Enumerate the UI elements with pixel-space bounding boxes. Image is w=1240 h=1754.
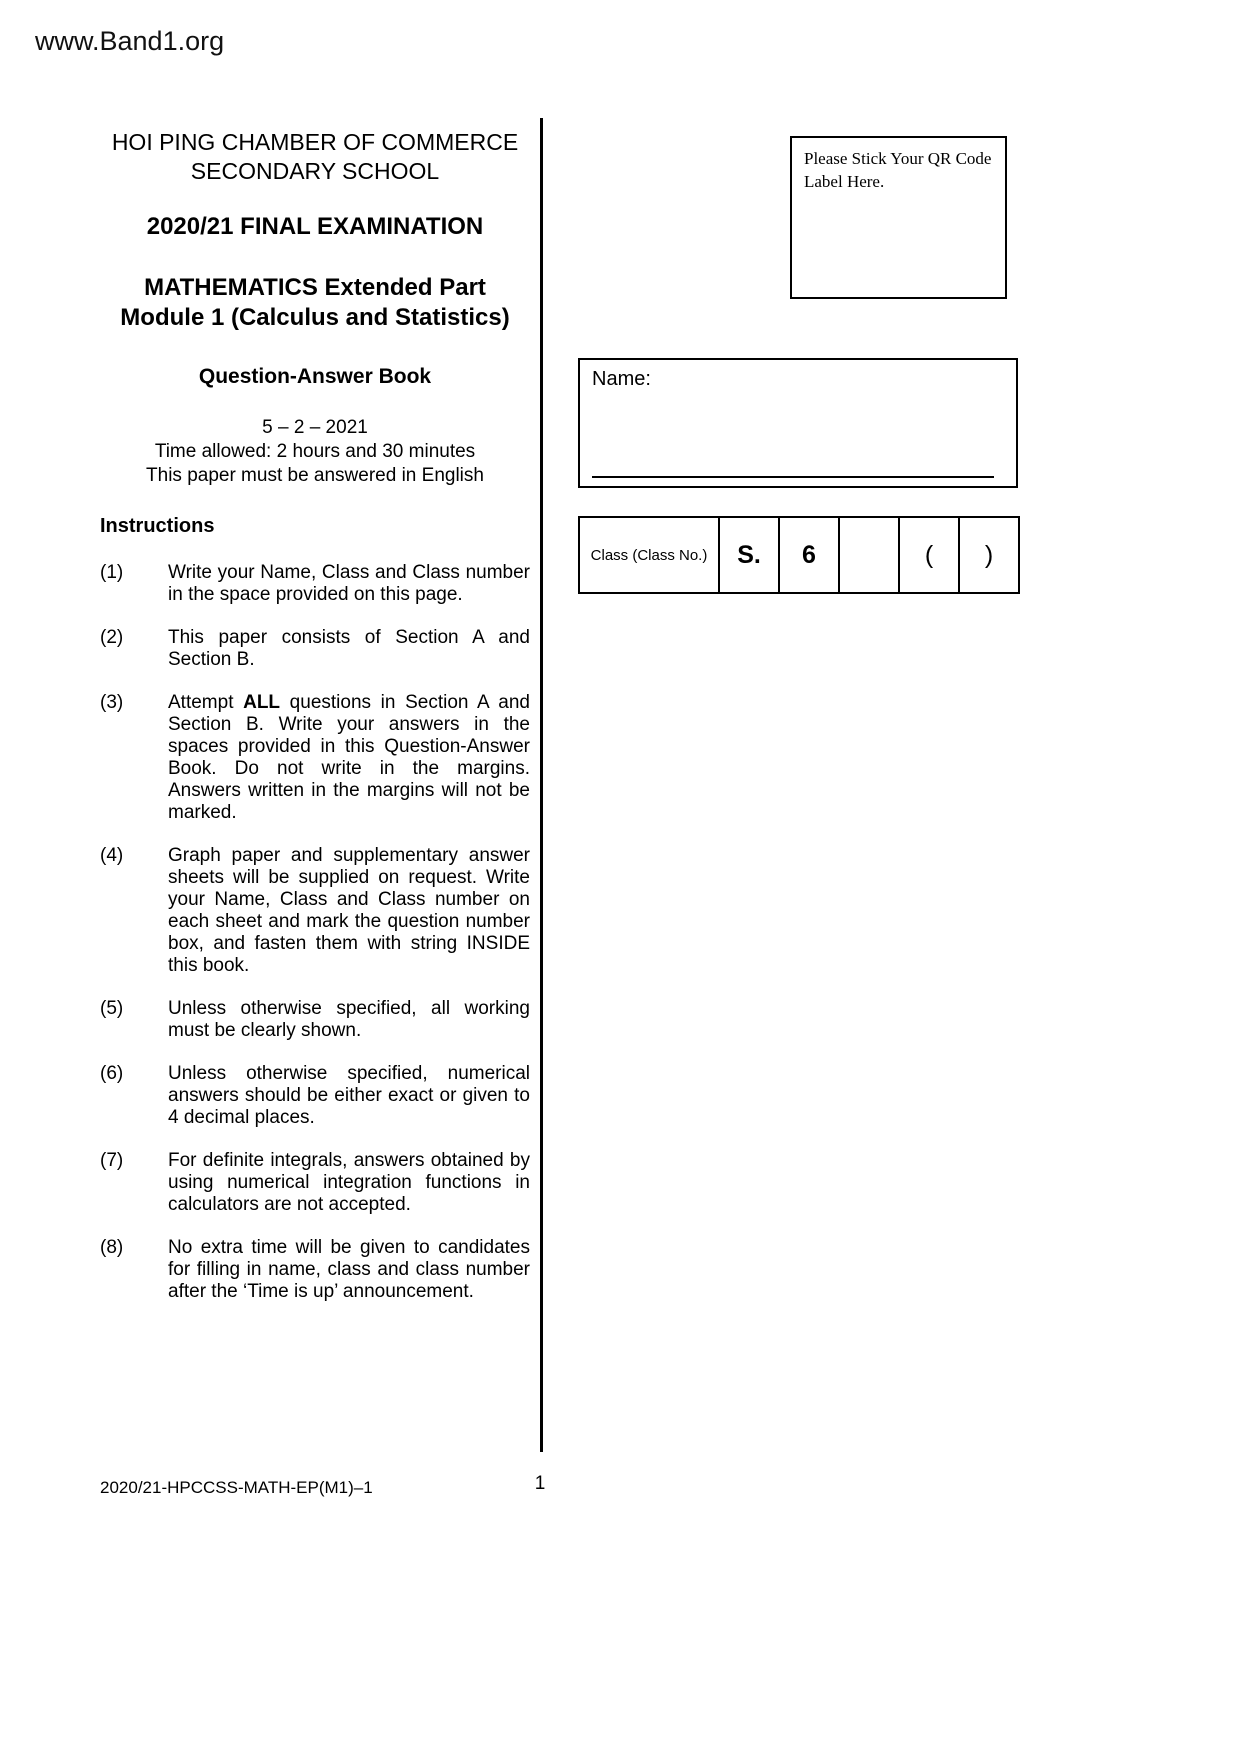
instruction-number: (5) xyxy=(100,997,124,1019)
date-block xyxy=(100,417,530,487)
instructions-heading: Instructions xyxy=(100,514,215,537)
qr-code-label-text: Please Stick Your QR Code Label Here. xyxy=(804,149,992,191)
class-cell-grade: 6 xyxy=(780,518,840,592)
instruction-text xyxy=(168,692,530,824)
name-underline xyxy=(592,476,994,478)
school-name-line1: HOI PING CHAMBER OF COMMERCE xyxy=(111,129,519,155)
book-title: Question-Answer Book xyxy=(198,364,432,388)
subject-line2: Module 1 (Calculus and Statistics) xyxy=(120,303,510,331)
class-cell-open-paren: ( xyxy=(900,518,960,592)
instruction-text: No extra time will be given to candidates for filling in name, class and class number after the ‘Time is up’ announcement. xyxy=(168,1236,530,1302)
instruction-number: (4) xyxy=(100,844,124,866)
instruction-number: (8) xyxy=(100,1236,124,1258)
class-cell-s: S. xyxy=(720,518,780,592)
instruction-text: Unless otherwise specified, numerical answers should be either exact or given to 4 decimal places. xyxy=(168,1062,530,1128)
class-cell-close-paren: ) xyxy=(984,540,994,569)
instruction-item xyxy=(100,562,530,606)
name-label: Name: xyxy=(592,368,651,390)
instruction-item xyxy=(100,998,530,1042)
school-name xyxy=(100,128,530,187)
subject-title xyxy=(100,273,530,333)
instruction-item xyxy=(100,627,530,671)
instruction-text-post: questions in Section A and Section B. Write your answers in the spaces provided in this Question-Answer Book. Do not write in the margins. Answers written in the margins will not be marked. xyxy=(168,691,530,823)
left-column xyxy=(100,128,530,1324)
name-box xyxy=(578,358,1018,488)
instruction-number: (2) xyxy=(100,626,124,648)
school-name-line2: SECONDARY SCHOOL xyxy=(190,158,440,185)
time-allowed: Time allowed: 2 hours and 30 minutes xyxy=(154,440,476,462)
footer-page-number: 1 xyxy=(534,1473,546,1494)
instruction-item xyxy=(100,1150,530,1216)
instruction-number: (3) xyxy=(100,691,124,713)
class-table xyxy=(578,516,1020,594)
instruction-item xyxy=(100,1063,530,1129)
exam-date: 5 – 2 – 2021 xyxy=(262,416,368,438)
instruction-text: This paper consists of Section A and Section B. xyxy=(168,626,530,670)
language-note: This paper must be answered in English xyxy=(146,464,484,486)
qr-code-label-box xyxy=(790,136,1007,299)
instruction-number: (1) xyxy=(100,561,124,583)
instruction-text-pre: Attempt xyxy=(168,691,244,713)
instruction-item xyxy=(100,1237,530,1303)
instruction-number: (7) xyxy=(100,1149,124,1171)
instruction-text: Write your Name, Class and Class number in the space provided on this page. xyxy=(168,561,530,605)
center-divider xyxy=(540,118,543,1452)
exam-title: 2020/21 FINAL EXAMINATION xyxy=(146,212,484,240)
instruction-number: (6) xyxy=(100,1062,124,1084)
instruction-text: Unless otherwise specified, all working must be clearly shown. xyxy=(168,997,530,1041)
watermark: www.Band1.org xyxy=(35,26,225,56)
instruction-text: For definite integrals, answers obtained by using numerical integration functions in calculators are not accepted. xyxy=(168,1149,530,1215)
subject-line1: MATHEMATICS Extended Part xyxy=(144,273,486,301)
footer-document-code: 2020/21-HPCCSS-MATH-EP(M1)–1 xyxy=(100,1478,373,1497)
instruction-item xyxy=(100,692,530,824)
class-cell-empty xyxy=(840,518,900,592)
instruction-item xyxy=(100,845,530,977)
class-label: Class (Class No.) xyxy=(580,518,720,592)
instruction-text-bold: ALL xyxy=(243,691,281,713)
instruction-text: Graph paper and supplementary answer sheets will be supplied on request. Write your Name, Class and Class number on each sheet and mark the question number box, and fasten them with string INSIDE this book. xyxy=(168,844,530,976)
